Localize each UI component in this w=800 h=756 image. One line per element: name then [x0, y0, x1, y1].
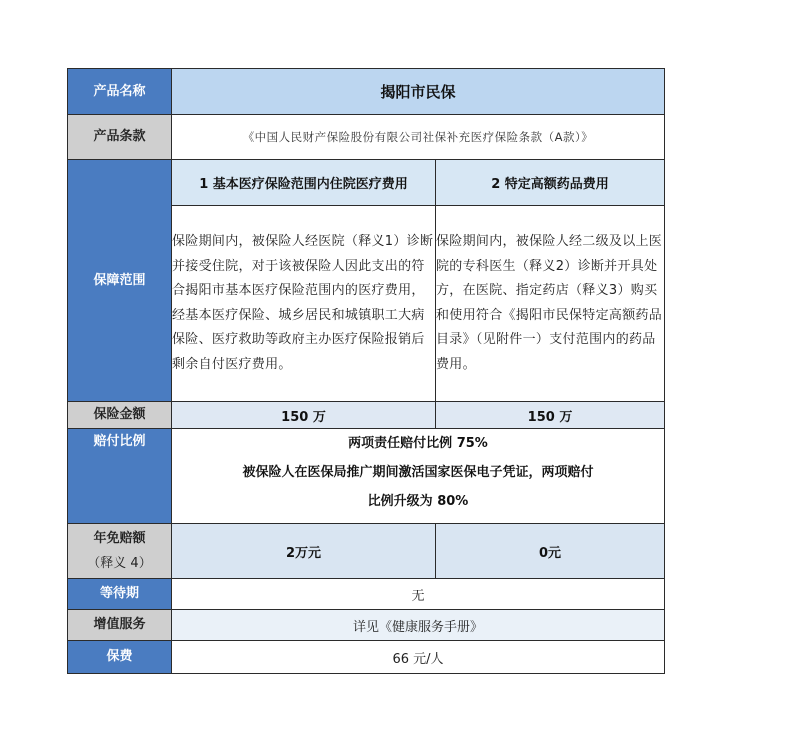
payout-ratio-line-3: 比例升级为 80%: [367, 494, 469, 509]
row-waiting-period: [68, 579, 665, 610]
product-name-label: 产品名称: [68, 69, 172, 115]
coverage-item-2-description: 保险期间内，被保险人经二级及以上医院的专科医生（释义2）诊断并开具处方，在医院、指定药店（释义3）购买和使用符合《揭阳市民保特定高额药品目录》（见附件一）支付范围内的药品费用。: [436, 206, 665, 402]
product-name-value: 揭阳市民保: [172, 69, 665, 115]
deductible-value-2: 0元: [436, 524, 665, 579]
deductible-label-line-2: （释义 4）: [87, 556, 152, 571]
premium-value: 66 元/人: [172, 641, 665, 674]
deductible-value-1: 2万元: [172, 524, 436, 579]
sum-insured-value-2: 150 万: [436, 402, 665, 429]
coverage-item-2-title: 2 特定高额药品费用: [436, 160, 665, 206]
sum-insured-value-1: 150 万: [172, 402, 436, 429]
deductible-label-line-1: 年免赔额: [93, 531, 146, 546]
product-terms-label: 产品条款: [68, 115, 172, 160]
waiting-period-value: 无: [172, 579, 665, 610]
value-added-label: 增值服务: [68, 610, 172, 641]
payout-ratio-line-2: 被保险人在医保局推广期间激活国家医保电子凭证，两项赔付: [242, 465, 594, 480]
row-sum-insured: [68, 402, 665, 429]
row-value-added: [68, 610, 665, 641]
coverage-item-1-description: 保险期间内，被保险人经医院（释义1）诊断并接受住院，对于该被保险人因此支出的符合揭阳市基本医疗保险范围内的医疗费用，经基本医疗保险、城乡居民和城镇职工大病保险、医疗救助等政府主办医疗保险报销后剩余自付医疗费用。: [172, 206, 436, 402]
premium-label: 保费: [68, 641, 172, 674]
deductible-label: [68, 524, 172, 579]
product-terms-value: 《中国人民财产保险股份有限公司社保补充医疗保险条款（A款）》: [172, 115, 665, 160]
row-product-terms: [68, 115, 665, 160]
row-coverage-headers: [68, 160, 665, 206]
payout-ratio-text: [172, 429, 665, 524]
row-premium: [68, 641, 665, 674]
payout-ratio-label: 赔付比例: [68, 429, 172, 524]
payout-ratio-line-1: 两项责任赔付比例 75%: [348, 436, 488, 451]
row-payout-ratio: [68, 429, 665, 524]
sum-insured-label: 保险金额: [68, 402, 172, 429]
product-table: [67, 68, 665, 674]
row-product-name: [68, 69, 665, 115]
coverage-label: 保障范围: [68, 160, 172, 402]
waiting-period-label: 等待期: [68, 579, 172, 610]
coverage-item-1-title: 1 基本医疗保险范围内住院医疗费用: [172, 160, 436, 206]
row-deductible: [68, 524, 665, 579]
value-added-value: 详见《健康服务手册》: [172, 610, 665, 641]
